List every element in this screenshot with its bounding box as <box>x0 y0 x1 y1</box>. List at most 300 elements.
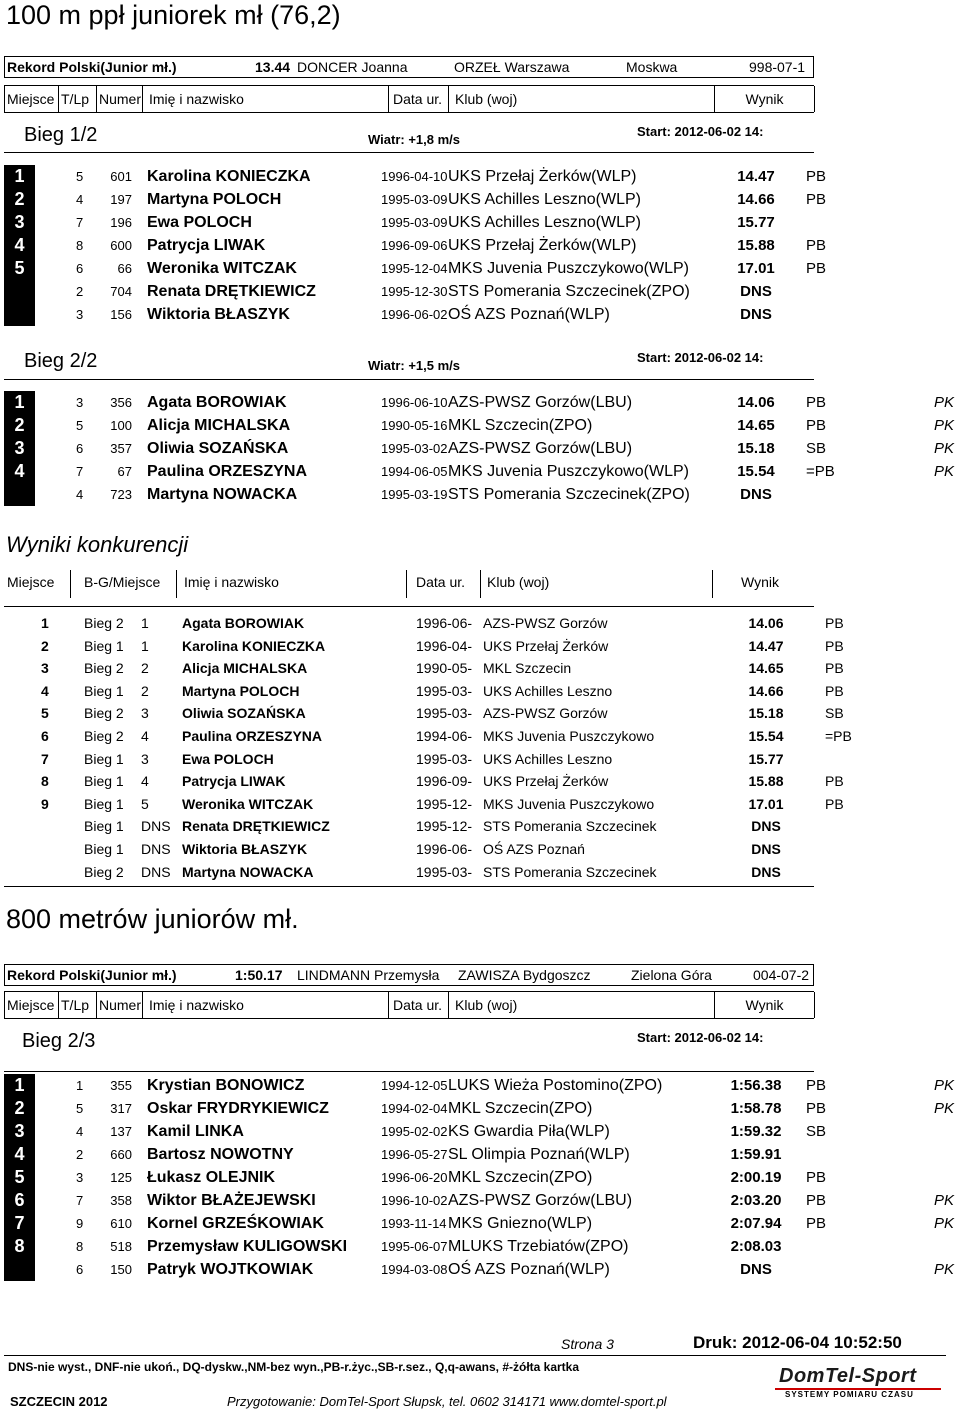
header-club: Klub (woj) <box>487 574 550 590</box>
heat: Bieg 1 <box>84 841 124 857</box>
club: UKS Achilles Leszno(WLP) <box>448 214 641 231</box>
note: PB <box>806 1215 827 1232</box>
table-row <box>0 437 960 460</box>
note: PB <box>825 795 844 812</box>
result: DNS <box>740 306 772 323</box>
note: SB <box>806 1123 827 1140</box>
heat-place: 2 <box>141 660 149 677</box>
place-cell: 7 <box>4 1212 35 1235</box>
record-time: 13.44 <box>255 59 291 75</box>
athlete-name: Renata DRĘTKIEWICZ <box>147 283 316 300</box>
note: PB <box>825 615 844 631</box>
heat-start: Start: 2012-06-02 14: <box>637 1030 764 1045</box>
result: 15.54 <box>748 728 784 744</box>
result: 2:03.20 <box>730 1192 782 1209</box>
heat: Bieg 2 <box>84 615 124 631</box>
record-club: ORZEŁ Warszawa <box>454 59 570 75</box>
bib: 66 <box>117 261 132 276</box>
club: STS Pomerania Szczecinek(ZPO) <box>448 283 690 300</box>
athlete-name: Wiktoria BŁASZYK <box>182 841 308 857</box>
note-2: PK <box>934 463 955 480</box>
athlete-name: Przemysław KULIGOWSKI <box>147 1238 348 1255</box>
club: LUKS Wieża Postomino(ZPO) <box>448 1077 663 1094</box>
header-tlp: T/Lp <box>59 86 97 112</box>
result: DNS <box>751 841 781 857</box>
record-label: Rekord Polski(Junior mł.) <box>7 59 177 75</box>
result: 14.47 <box>748 637 784 654</box>
place-cell <box>4 1258 35 1281</box>
heat: Bieg 1 <box>84 750 124 767</box>
result: DNS <box>740 283 772 300</box>
heat-wind: Wiatr: +1,8 m/s <box>368 132 461 147</box>
heat: Bieg 2 <box>84 660 124 677</box>
note-2: PK <box>934 394 955 411</box>
result: DNS <box>751 863 781 880</box>
lane: 2 <box>76 284 84 299</box>
list-item <box>0 612 960 634</box>
header-name: Imię i nazwisko <box>184 574 279 590</box>
list-item <box>0 770 960 792</box>
athlete-name: Ewa POLOCH <box>147 214 252 231</box>
place-cell: 1 <box>4 1074 35 1097</box>
heat-place: DNS <box>141 841 171 857</box>
club: MKS Juvenia Puszczykowo <box>483 728 655 744</box>
lane: 1 <box>76 1078 84 1093</box>
club: OŚ AZS Poznań(WLP) <box>448 1261 610 1278</box>
lane: 3 <box>76 395 84 410</box>
place: 4 <box>41 682 49 699</box>
header-result: Wynik <box>741 574 779 590</box>
table-row <box>0 483 960 506</box>
result: 14.65 <box>748 660 784 677</box>
heat-place: 2 <box>141 682 149 699</box>
table-row <box>0 1235 960 1258</box>
heat-place: DNS <box>141 818 171 835</box>
place-cell: 6 <box>4 1189 35 1212</box>
heat: Bieg 1 <box>84 682 124 699</box>
place-cell: 8 <box>4 1235 35 1258</box>
bib: 704 <box>110 284 132 299</box>
birth-date: 1996-04-10 <box>381 169 448 184</box>
place-cell: 5 <box>4 1166 35 1189</box>
record-city: Zielona Góra <box>631 967 712 983</box>
list-item <box>0 635 960 657</box>
bib: 150 <box>110 1262 132 1277</box>
header-club: Klub (woj) <box>449 86 715 112</box>
bib: 196 <box>110 215 132 230</box>
place: 7 <box>41 750 49 767</box>
note: PB <box>806 1077 827 1094</box>
result: 14.06 <box>737 394 775 411</box>
athlete-name: Patrycja LIWAK <box>147 237 266 254</box>
birth-date: 1995-03- <box>416 750 473 767</box>
birth-date: 1996-04- <box>416 637 473 654</box>
note: PB <box>806 1169 827 1186</box>
record-city: Moskwa <box>626 59 678 75</box>
note: PB <box>806 168 827 185</box>
list-item <box>0 838 960 860</box>
table-row <box>0 1120 960 1143</box>
birth-date: 1995-12-30 <box>381 284 448 299</box>
table-header <box>4 991 814 1019</box>
heat: Bieg 2 <box>84 728 124 744</box>
table-row <box>0 257 960 280</box>
bib: 67 <box>117 464 132 479</box>
result: 2:00.19 <box>730 1169 782 1186</box>
birth-date: 1993-11-14 <box>381 1216 447 1231</box>
note: SB <box>825 705 844 722</box>
heat-title: Bieg 2/2 <box>24 350 98 372</box>
table-row <box>0 1258 960 1281</box>
note-2: PK <box>934 1215 955 1232</box>
record-date: 998-07-1 <box>749 59 806 75</box>
list-item <box>0 725 960 747</box>
result: 1:56.38 <box>730 1077 782 1094</box>
table-row <box>0 303 960 326</box>
bib: 197 <box>110 192 132 207</box>
header-result: Wynik <box>715 992 815 1018</box>
club: MKL Szczecin(ZPO) <box>448 417 593 434</box>
heat-place: 1 <box>141 637 149 654</box>
result: 15.54 <box>737 463 775 480</box>
header-result: Wynik <box>715 86 815 112</box>
bib: 610 <box>110 1216 132 1231</box>
bib: 125 <box>110 1170 132 1185</box>
note: PB <box>825 637 844 654</box>
athlete-name: Weronika WITCZAK <box>182 795 314 812</box>
club: UKS Przełaj Żerków <box>483 637 609 654</box>
footer-city: SZCZECIN 2012 <box>10 1394 108 1409</box>
place-cell: 3 <box>4 211 35 234</box>
birth-date: 1995-12- <box>416 795 473 812</box>
heat: Bieg 1 <box>84 773 124 790</box>
athlete-name: Kamil LINKA <box>147 1123 244 1140</box>
table-row <box>0 414 960 437</box>
birth-date: 1990-05-16 <box>381 418 448 433</box>
birth-date: 1990-05- <box>416 660 473 677</box>
competition-title: Wyniki konkurencji <box>6 532 189 557</box>
club: MKS Juvenia Puszczykowo(WLP) <box>448 463 689 480</box>
birth-date: 1994-06- <box>416 728 473 744</box>
record-name: DONCER Joanna <box>297 59 408 75</box>
athlete-name: Martyna NOWACKA <box>147 486 298 503</box>
note: PB <box>806 1100 827 1117</box>
lane: 4 <box>76 1124 84 1139</box>
athlete-name: Karolina KONIECZKA <box>182 637 326 654</box>
club: SL Olimpia Poznań(WLP) <box>448 1146 630 1163</box>
bib: 723 <box>110 487 132 502</box>
club: MKL Szczecin(ZPO) <box>448 1169 593 1186</box>
event-title: 800 metrów juniorów mł. <box>6 904 299 934</box>
birth-date: 1994-06-05 <box>381 464 448 479</box>
athlete-name: Martyna POLOCH <box>182 682 300 699</box>
competition-header <box>4 570 814 598</box>
result: 15.18 <box>737 440 775 457</box>
club: UKS Przełaj Żerków <box>483 773 609 790</box>
page-number: Strona 3 <box>561 1336 614 1352</box>
heat: Bieg 1 <box>84 637 124 654</box>
result: 1:58.78 <box>730 1100 782 1117</box>
heat-place: 5 <box>141 795 149 812</box>
lane: 6 <box>76 261 84 276</box>
athlete-name: Agata BOROWIAK <box>182 615 305 631</box>
birth-date: 1995-03-09 <box>381 215 448 230</box>
list-item <box>0 702 960 724</box>
club: AZS-PWSZ Gorzów(LBU) <box>448 394 633 411</box>
athlete-name: Ewa POLOCH <box>182 750 274 767</box>
note-2: PK <box>934 1100 955 1117</box>
birth-date: 1995-02-02 <box>381 1124 448 1139</box>
header-miejsce: Miejsce <box>5 86 59 112</box>
birth-date: 1996-06- <box>416 615 473 631</box>
header-miejsce: Miejsce <box>7 574 55 590</box>
domtel-logo <box>775 1365 945 1401</box>
lane: 3 <box>76 1170 84 1185</box>
athlete-name: Łukasz OLEJNIK <box>147 1169 276 1186</box>
list-item <box>0 815 960 837</box>
table-row <box>0 1212 960 1235</box>
note: PB <box>806 237 827 254</box>
place: 2 <box>41 637 49 654</box>
birth-date: 1996-10-02 <box>381 1193 448 1208</box>
table-row <box>0 1189 960 1212</box>
lane: 5 <box>76 1101 84 1116</box>
birth-date: 1995-12- <box>416 818 473 835</box>
birth-date: 1996-05-27 <box>381 1147 448 1162</box>
birth-date: 1996-09- <box>416 773 473 790</box>
heat-place: DNS <box>141 863 171 880</box>
bib: 100 <box>110 418 132 433</box>
header-numer: Numer <box>97 992 143 1018</box>
bib: 137 <box>110 1124 132 1139</box>
heat-start: Start: 2012-06-02 14: <box>637 124 764 139</box>
footer-prepared: Przygotowanie: DomTel-Sport Słupsk, tel. 0602 314171 www.domtel-sport.pl <box>227 1394 667 1409</box>
note-2: PK <box>934 1077 955 1094</box>
list-item <box>0 793 960 815</box>
lane: 8 <box>76 238 84 253</box>
lane: 8 <box>76 1239 84 1254</box>
event-title: 100 m ppł juniorek mł (76,2) <box>6 0 341 30</box>
result: DNS <box>751 818 781 835</box>
heat-title: Bieg 1/2 <box>24 124 98 146</box>
list-item <box>0 861 960 883</box>
club: OŚ AZS Poznań <box>483 841 585 857</box>
athlete-name: Oliwia SOZAŃSKA <box>182 705 306 722</box>
birth-date: 1996-06- <box>416 841 473 857</box>
bib: 156 <box>110 307 132 322</box>
record-club: ZAWISZA Bydgoszcz <box>458 967 591 983</box>
table-row <box>0 1097 960 1120</box>
table-row <box>0 188 960 211</box>
lane: 5 <box>76 169 84 184</box>
place-cell: 1 <box>4 391 35 414</box>
athlete-name: Kornel GRZEŚKOWIAK <box>147 1215 324 1232</box>
bib: 358 <box>110 1193 132 1208</box>
birth-date: 1995-03- <box>416 682 473 699</box>
record-name: LINDMANN Przemysła <box>297 967 440 983</box>
logo-sub: SYSTEMY POMIARU CZASU <box>785 1390 914 1399</box>
note: PB <box>825 682 844 699</box>
bib: 601 <box>110 169 132 184</box>
birth-date: 1995-03-02 <box>381 441 448 456</box>
place-cell <box>4 280 35 303</box>
birth-date: 1994-03-08 <box>381 1262 448 1277</box>
place: 3 <box>41 660 49 677</box>
list-item <box>0 680 960 702</box>
result: 15.77 <box>748 750 784 767</box>
club: UKS Achilles Leszno(WLP) <box>448 191 641 208</box>
lane: 4 <box>76 487 84 502</box>
club: UKS Achilles Leszno <box>483 750 613 767</box>
result: 17.01 <box>748 795 784 812</box>
result: 15.88 <box>748 773 784 790</box>
result: 2:07.94 <box>730 1215 782 1232</box>
athlete-name: Oskar FRYDRYKIEWICZ <box>147 1100 329 1117</box>
heat-start: Start: 2012-06-02 14: <box>637 350 764 365</box>
note: PB <box>806 260 827 277</box>
lane: 7 <box>76 464 84 479</box>
birth-date: 1996-06-20 <box>381 1170 448 1185</box>
birth-date: 1996-09-06 <box>381 238 448 253</box>
heat-wind: Wiatr: +1,5 m/s <box>368 358 461 373</box>
result: 2:08.03 <box>730 1238 782 1255</box>
header-date: Data ur. <box>389 992 449 1018</box>
heat: Bieg 2 <box>84 863 124 880</box>
table-row <box>0 1166 960 1189</box>
club: STS Pomerania Szczecinek <box>483 863 657 880</box>
note-2: PK <box>934 1192 955 1209</box>
heat: Bieg 2 <box>84 705 124 722</box>
heat-place: 1 <box>141 615 149 631</box>
lane: 4 <box>76 192 84 207</box>
birth-date: 1995-06-07 <box>381 1239 448 1254</box>
club: MKS Juvenia Puszczykowo(WLP) <box>448 260 689 277</box>
note: PB <box>806 191 827 208</box>
club: STS Pomerania Szczecinek(ZPO) <box>448 486 690 503</box>
athlete-name: Agata BOROWIAK <box>147 394 287 411</box>
place-cell <box>4 483 35 506</box>
result: 15.88 <box>737 237 775 254</box>
note: PB <box>825 773 844 790</box>
table-row <box>0 1074 960 1097</box>
result: 15.77 <box>737 214 775 231</box>
place: 9 <box>41 795 49 812</box>
athlete-name: Patryk WOJTKOWIAK <box>147 1261 314 1278</box>
birth-date: 1995-03- <box>416 705 473 722</box>
athlete-name: Weronika WITCZAK <box>147 260 297 277</box>
result: 17.01 <box>737 260 775 277</box>
place: 1 <box>41 615 49 631</box>
heat: Bieg 1 <box>84 818 124 835</box>
header-name: Imię i nazwisko <box>143 86 389 112</box>
athlete-name: Karolina KONIECZKA <box>147 168 311 185</box>
note: PB <box>806 417 827 434</box>
result: 1:59.91 <box>730 1146 782 1163</box>
club: AZS-PWSZ Gorzów <box>483 615 608 631</box>
heat-title: Bieg 2/3 <box>22 1030 96 1052</box>
athlete-name: Patrycja LIWAK <box>182 773 286 790</box>
athlete-name: Krystian BONOWICZ <box>147 1077 305 1094</box>
club: MKS Gniezno(WLP) <box>448 1215 593 1232</box>
table-row <box>0 234 960 257</box>
table-row <box>0 460 960 483</box>
lane: 7 <box>76 1193 84 1208</box>
note: PB <box>806 1192 827 1209</box>
note-2: PK <box>934 1261 955 1278</box>
note: =PB <box>825 728 852 744</box>
athlete-name: Bartosz NOWOTNY <box>147 1146 294 1163</box>
list-item <box>0 748 960 770</box>
heat-place: 3 <box>141 705 149 722</box>
club: AZS-PWSZ Gorzów <box>483 705 608 722</box>
athlete-name: Paulina ORZESZYNA <box>182 728 323 744</box>
note: =PB <box>806 463 835 480</box>
athlete-name: Wiktoria BŁASZYK <box>147 306 290 323</box>
list-item <box>0 657 960 679</box>
club: UKS Przełaj Żerków(WLP) <box>448 168 637 185</box>
place-cell: 4 <box>4 234 35 257</box>
place-cell: 5 <box>4 257 35 280</box>
club: UKS Przełaj Żerków(WLP) <box>448 237 637 254</box>
header-club: Klub (woj) <box>449 992 715 1018</box>
result: 14.47 <box>737 168 775 185</box>
athlete-name: Alicja MICHALSKA <box>182 660 308 677</box>
note: SB <box>806 440 827 457</box>
table-row <box>0 1143 960 1166</box>
birth-date: 1994-12-05 <box>381 1078 448 1093</box>
result: 1:59.32 <box>730 1123 782 1140</box>
result: 14.65 <box>737 417 775 434</box>
bib: 357 <box>110 441 132 456</box>
club: MLUKS Trzebiatów(ZPO) <box>448 1238 629 1255</box>
place-cell: 2 <box>4 188 35 211</box>
place-cell: 2 <box>4 414 35 437</box>
place-cell: 4 <box>4 460 35 483</box>
legend: DNS-nie wyst., DNF-nie ukoń., DQ-dyskw.,NM-bez wyn.,PB-r.życ.,SB-r.sez., Q,q-awans, #-żółta kartka <box>8 1360 580 1374</box>
note: PB <box>806 394 827 411</box>
logo-main: DomTel-Sport <box>779 1365 917 1387</box>
athlete-name: Oliwia SOZAŃSKA <box>147 440 289 457</box>
lane: 3 <box>76 307 84 322</box>
place-cell: 4 <box>4 1143 35 1166</box>
place: 8 <box>41 773 49 790</box>
bib: 600 <box>110 238 132 253</box>
place-cell <box>4 303 35 326</box>
club: UKS Achilles Leszno <box>483 682 613 699</box>
birth-date: 1996-06-02 <box>381 307 448 322</box>
header-numer: Numer <box>97 86 143 112</box>
record-row <box>4 56 814 78</box>
bib: 356 <box>110 395 132 410</box>
athlete-name: Renata DRĘTKIEWICZ <box>182 818 330 835</box>
header-date: Data ur. <box>389 86 449 112</box>
table-row <box>0 391 960 414</box>
club: MKL Szczecin <box>483 660 572 677</box>
lane: 6 <box>76 441 84 456</box>
club: AZS-PWSZ Gorzów(LBU) <box>448 1192 633 1209</box>
club: KS Gwardia Piła(WLP) <box>448 1123 610 1140</box>
heat-place: 3 <box>141 750 149 767</box>
place-cell: 3 <box>4 1120 35 1143</box>
place-cell: 1 <box>4 165 35 188</box>
table-row <box>0 211 960 234</box>
heat-place: 4 <box>141 773 149 790</box>
bib: 355 <box>110 1078 132 1093</box>
result: 14.66 <box>748 682 784 699</box>
header-tlp: T/Lp <box>59 992 97 1018</box>
birth-date: 1995-03-09 <box>381 192 448 207</box>
lane: 5 <box>76 418 84 433</box>
